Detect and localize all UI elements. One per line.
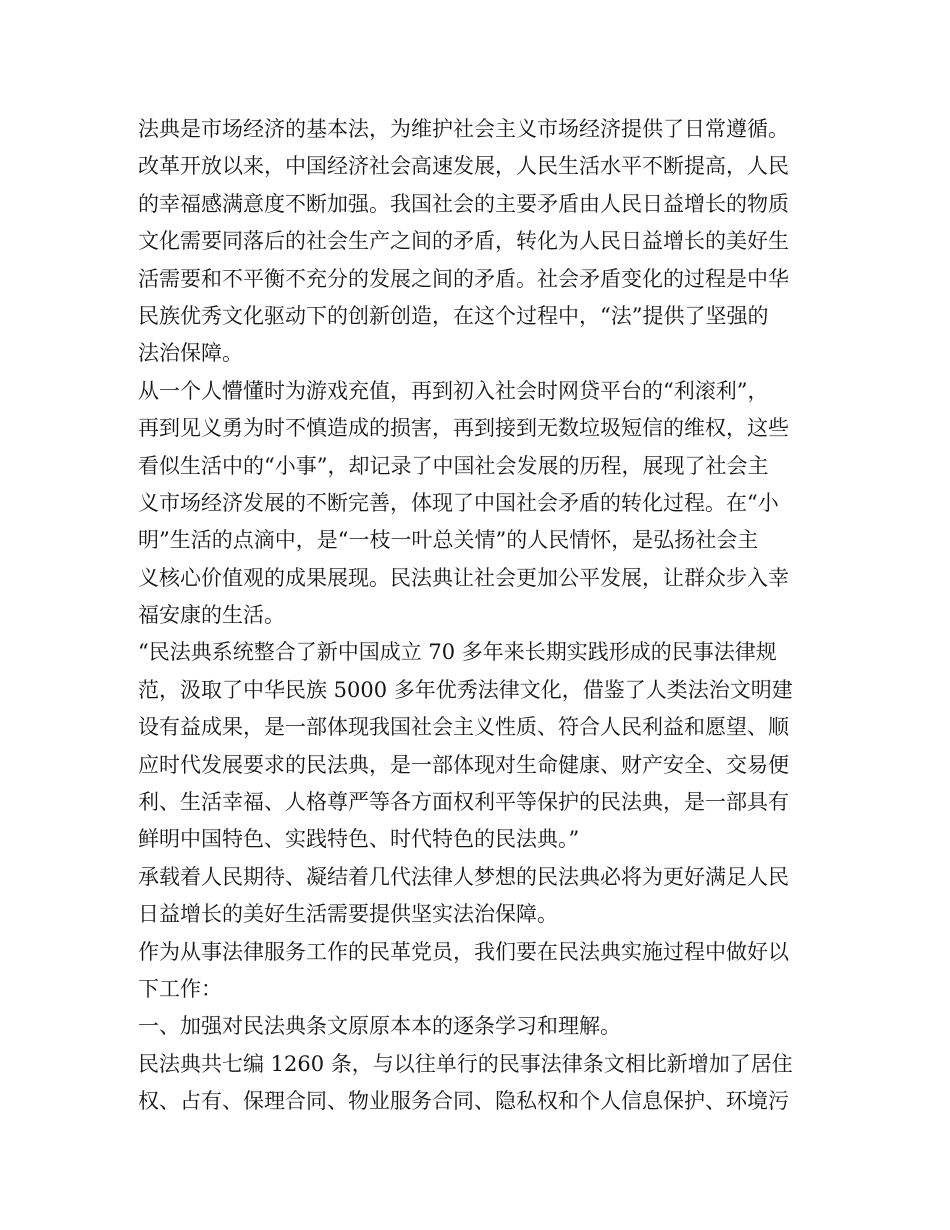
- text-line: 作为从事法律服务工作的民革党员，我们要在民法典实施过程中做好以: [138, 939, 789, 964]
- text-line: 设有益成果，是一部体现我国社会主义性质、符合人民利益和愿望、顺: [138, 715, 789, 740]
- text-line: 下工作：: [138, 976, 222, 1001]
- document-body: [138, 111, 818, 1121]
- text-line: 福安康的生活。: [138, 603, 285, 628]
- text-line: 文化需要同落后的社会生产之间的矛盾，转化为人民日益增长的美好生: [138, 229, 789, 254]
- text-line: 再到见义勇为时不慎造成的损害，再到接到无数垃圾短信的维权，这些: [138, 416, 789, 441]
- text-line: 明”生活的点滴中，是“一枝一叶总关情”的人民情怀，是弘扬社会主: [138, 528, 759, 553]
- text-line: “民法典系统整合了新中国成立 70 多年来长期实践形成的民事法律规: [138, 640, 777, 665]
- text-line: 的幸福感满意度不断加强。我国社会的主要矛盾由人民日益增长的物质: [138, 191, 789, 216]
- text-line: 利、生活幸福、人格尊严等各方面权利平等保护的民法典，是一部具有: [138, 790, 789, 815]
- text-line: 权、占有、保理合同、物业服务合同、隐私权和个人信息保护、环境污: [138, 1089, 789, 1114]
- text-line: 民法典共七编 1260 条，与以往单行的民事法律条文相比新增加了居住: [138, 1051, 793, 1076]
- text-line: 日益增长的美好生活需要提供坚实法治保障。: [138, 902, 558, 927]
- text-line: 民族优秀文化驱动下的创新创造，在这个过程中，“法”提供了坚强的: [138, 303, 769, 328]
- text-line: 从一个人懵懂时为游戏充值，再到初入社会时网贷平台的“利滚利”，: [138, 378, 769, 403]
- text-line: 义市场经济发展的不断完善，体现了中国社会矛盾的转化过程。在“小: [138, 490, 779, 515]
- text-line: 看似生活中的“小事”，却记录了中国社会发展的历程，展现了社会主: [138, 453, 769, 478]
- section-heading: 一、加强对民法典条文原原本本的逐条学习和理解。: [138, 1014, 621, 1039]
- text-line: 应时代发展要求的民法典，是一部体现对生命健康、财产安全、交易便: [138, 752, 789, 777]
- text-line: 法治保障。: [138, 341, 243, 366]
- text-line: 范，汲取了中华民族 5000 多年优秀法律文化，借鉴了人类法治文明建: [138, 677, 793, 702]
- text-line: 活需要和不平衡不充分的发展之间的矛盾。社会矛盾变化的过程是中华: [138, 266, 789, 291]
- text-line: 承载着人民期待、凝结着几代法律人梦想的民法典必将为更好满足人民: [138, 864, 789, 889]
- text-line: 法典是市场经济的基本法，为维护社会主义市场经济提供了日常遵循。: [138, 117, 789, 141]
- text-line: 鲜明中国特色、实践特色、时代特色的民法典。”: [138, 827, 580, 852]
- text-line: 义核心价值观的成果展现。民法典让社会更加公平发展，让群众步入幸: [138, 565, 789, 590]
- text-line: 改革开放以来，中国经济社会高速发展，人民生活水平不断提高，人民: [138, 154, 789, 179]
